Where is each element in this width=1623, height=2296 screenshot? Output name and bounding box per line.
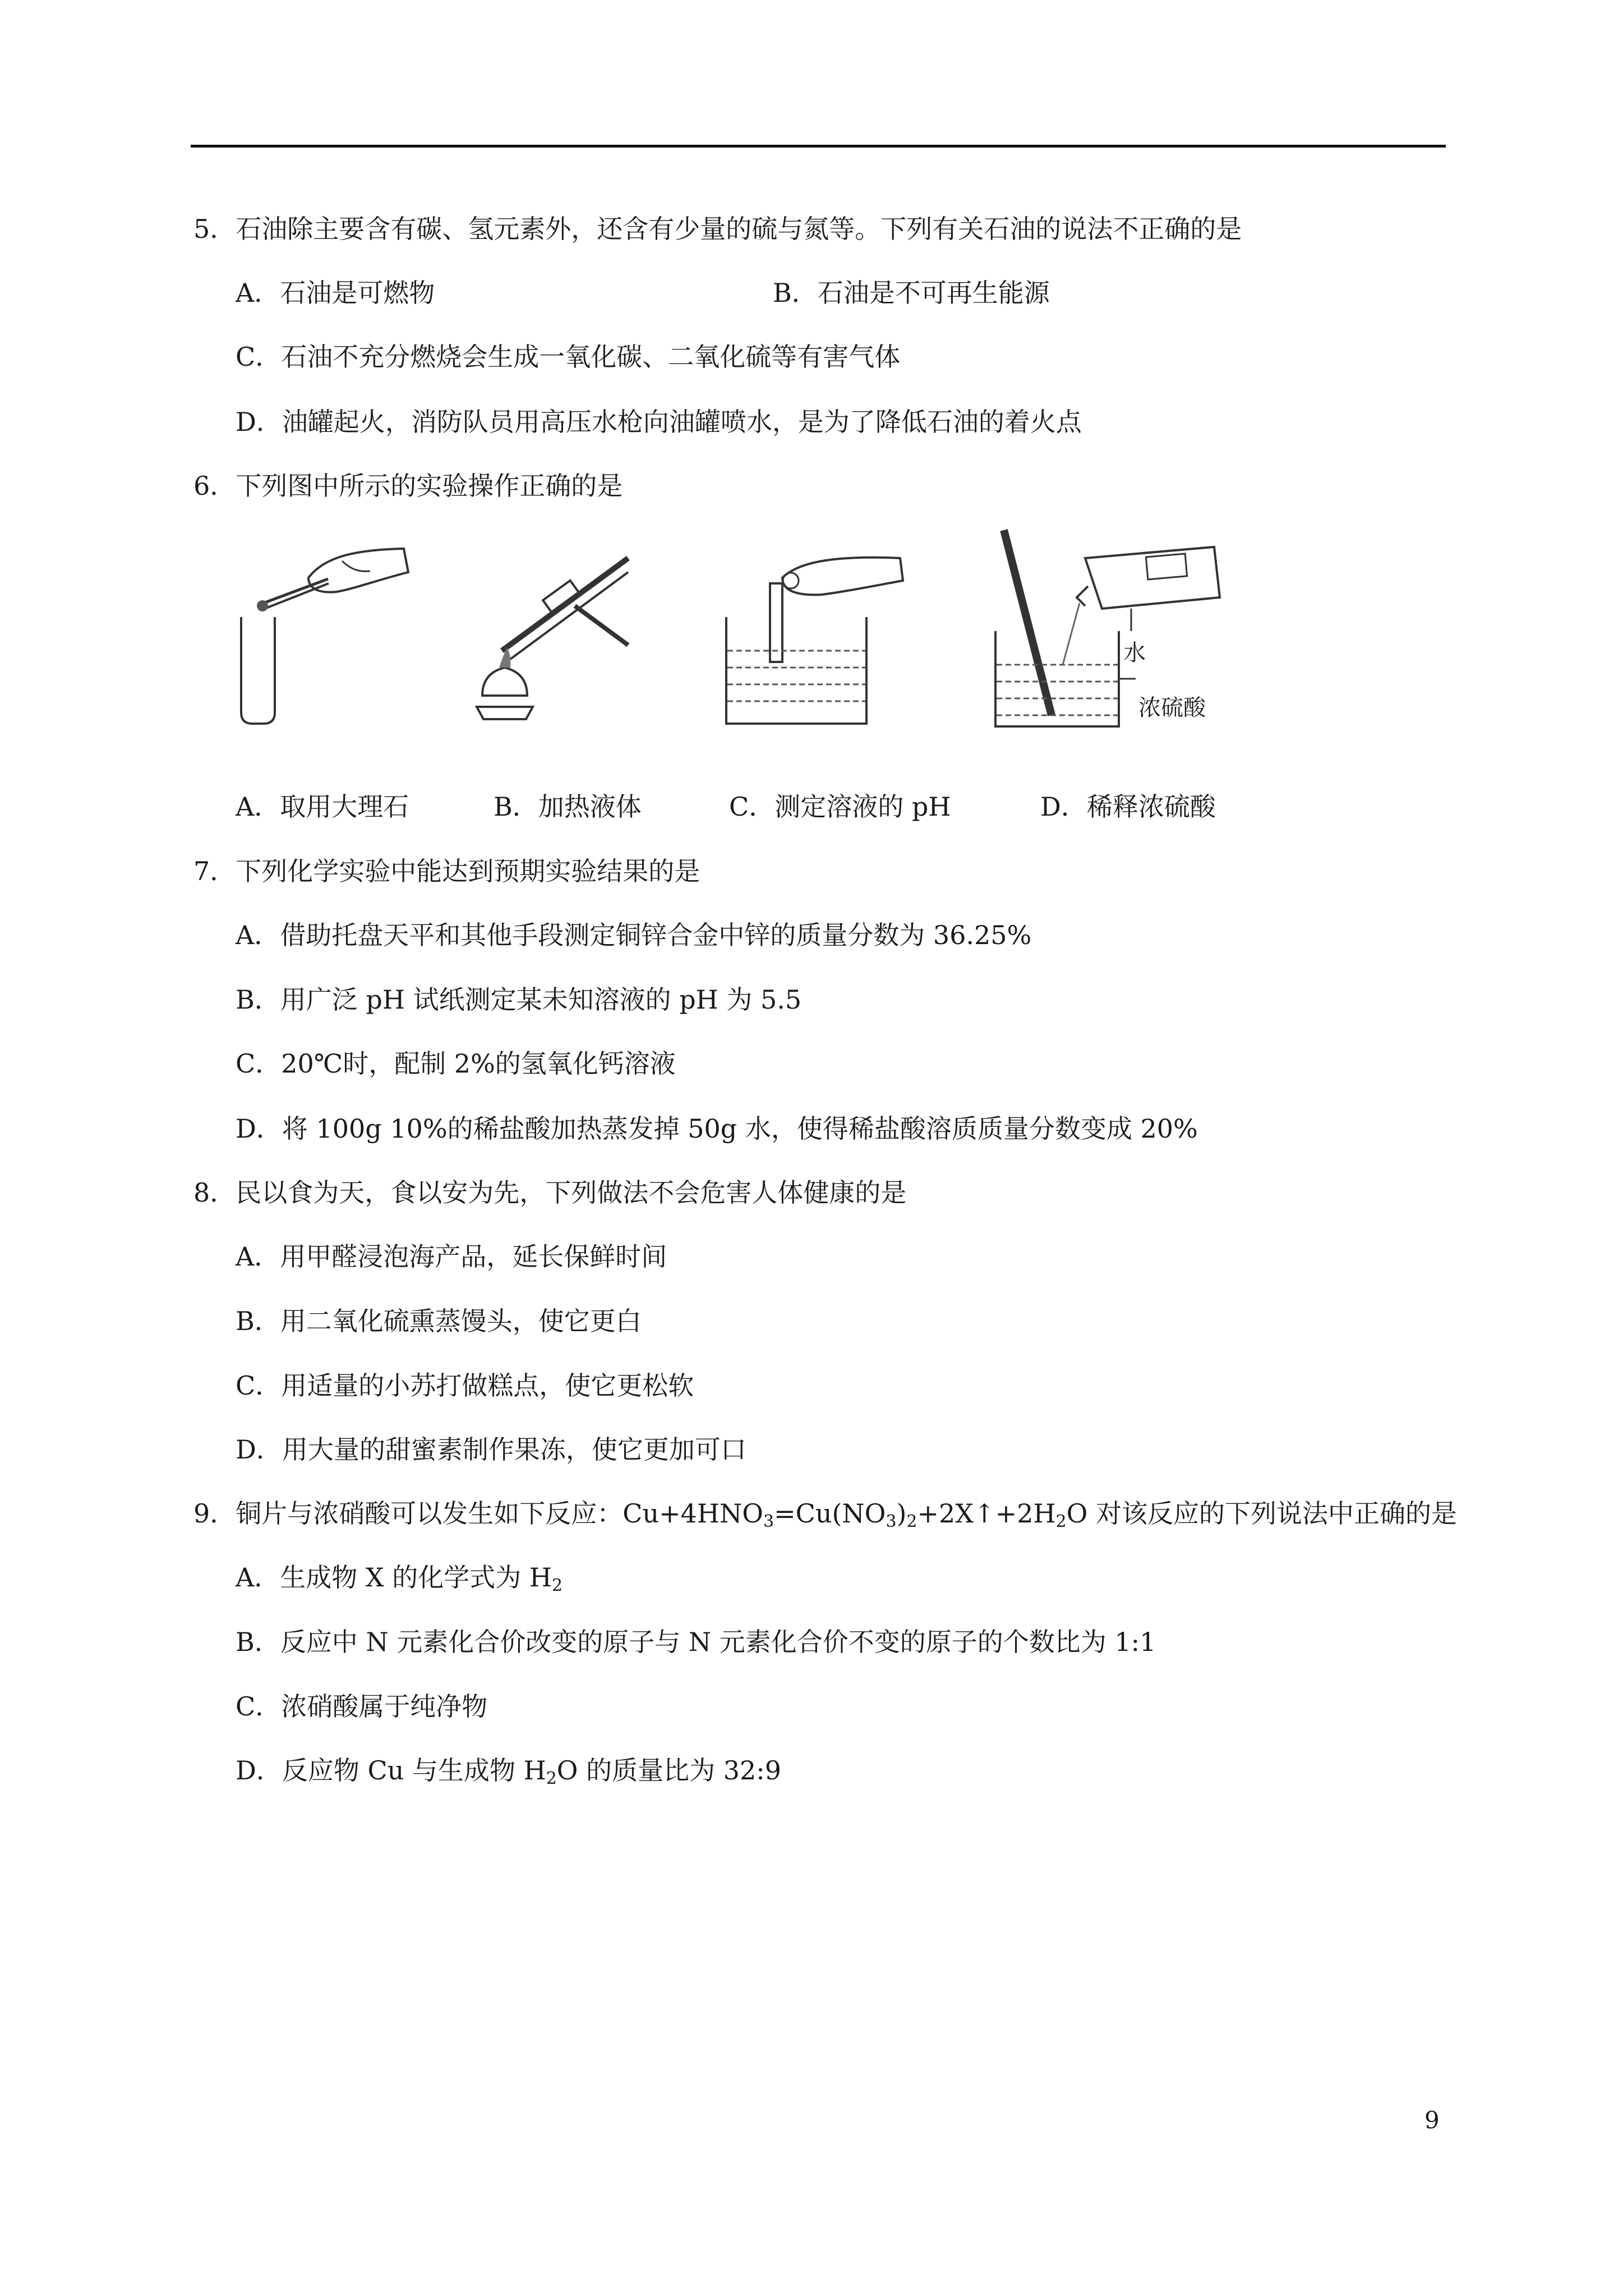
q9-option-c: C．浓硝酸属于纯净物	[236, 1691, 488, 1722]
q8-option-d: D．用大量的甜蜜素制作果冻，使它更加可口	[236, 1434, 746, 1465]
q6-option-b: B．加热液体	[494, 792, 642, 822]
q8-stem: 8．民以食为天，食以安为先，下列做法不会危害人体健康的是	[193, 1177, 907, 1208]
q7-stem: 7．下列化学实验中能达到预期实验结果的是	[193, 856, 700, 886]
figure-c-testing-ph	[715, 539, 911, 729]
q7-option-c: C．20℃时，配制 2%的氢氧化钙溶液	[236, 1048, 676, 1079]
q7-option-a: A．借助托盘天平和其他手段测定铜锌合金中锌的质量分数为 36.25%	[236, 920, 1032, 950]
q5-option-b: B．石油是不可再生能源	[773, 278, 1050, 308]
q5-option-a: A．石油是可燃物	[236, 278, 435, 308]
q7-option-d: D．将 100g 10%的稀盐酸加热蒸发掉 50g 水，使得稀盐酸溶质质量分数变成 20%	[236, 1114, 1198, 1144]
page-number: 9	[1424, 2106, 1440, 2134]
q6-option-d: D．稀释浓硫酸	[1040, 792, 1216, 822]
header-rule	[191, 145, 1446, 148]
q9-option-b: B．反应中 N 元素化合价改变的原子与 N 元素化合价不变的原子的个数比为 1:1	[236, 1627, 1156, 1657]
q5-option-c: C．石油不充分燃烧会生成一氧化碳、二氧化硫等有害气体	[236, 342, 901, 372]
q6-stem: 6．下列图中所示的实验操作正确的是	[193, 471, 623, 501]
figure-b-heating-liquid	[460, 539, 639, 729]
q8-option-c: C．用适量的小苏打做糕点，使它更松软	[236, 1370, 694, 1401]
q9-option-a: A．生成物 X 的化学式为 $H_2$	[236, 1562, 563, 1595]
figure-a-taking-marble	[230, 539, 415, 729]
q6-option-a: A．取用大理石	[236, 792, 409, 822]
figure-d-label-water: 水	[1123, 640, 1146, 666]
q7-option-b: B．用广泛 pH 试纸测定某未知溶液的 pH 为 5.5	[236, 984, 802, 1015]
q6-option-c: C．测定溶液的 pH	[729, 792, 951, 822]
q8-option-b: B．用二氧化硫熏蒸馒头，使它更白	[236, 1306, 642, 1336]
q8-option-a: A．用甲醛浸泡海产品，延长保鲜时间	[236, 1241, 667, 1272]
q5-stem: 5．石油除主要含有碳、氢元素外，还含有少量的硫与氮等。下列有关石油的说法不正确的是	[193, 214, 1242, 244]
q5-option-d: D．油罐起火，消防队员用高压水枪向油罐喷水，是为了降低石油的着火点	[236, 407, 1082, 437]
q9-option-d: D．反应物 Cu 与生成物 $H_2O$ 的质量比为 32:9	[236, 1755, 782, 1788]
q9-stem: 9．铜片与浓硝酸可以发生如下反应：$Cu+4HNO_3=Cu(NO_3)_2+2X↑+2H_2O$ 对该反应的下列说法中正确的是	[193, 1498, 1457, 1531]
figure-d-label-acid: 浓硫酸	[1138, 695, 1206, 721]
